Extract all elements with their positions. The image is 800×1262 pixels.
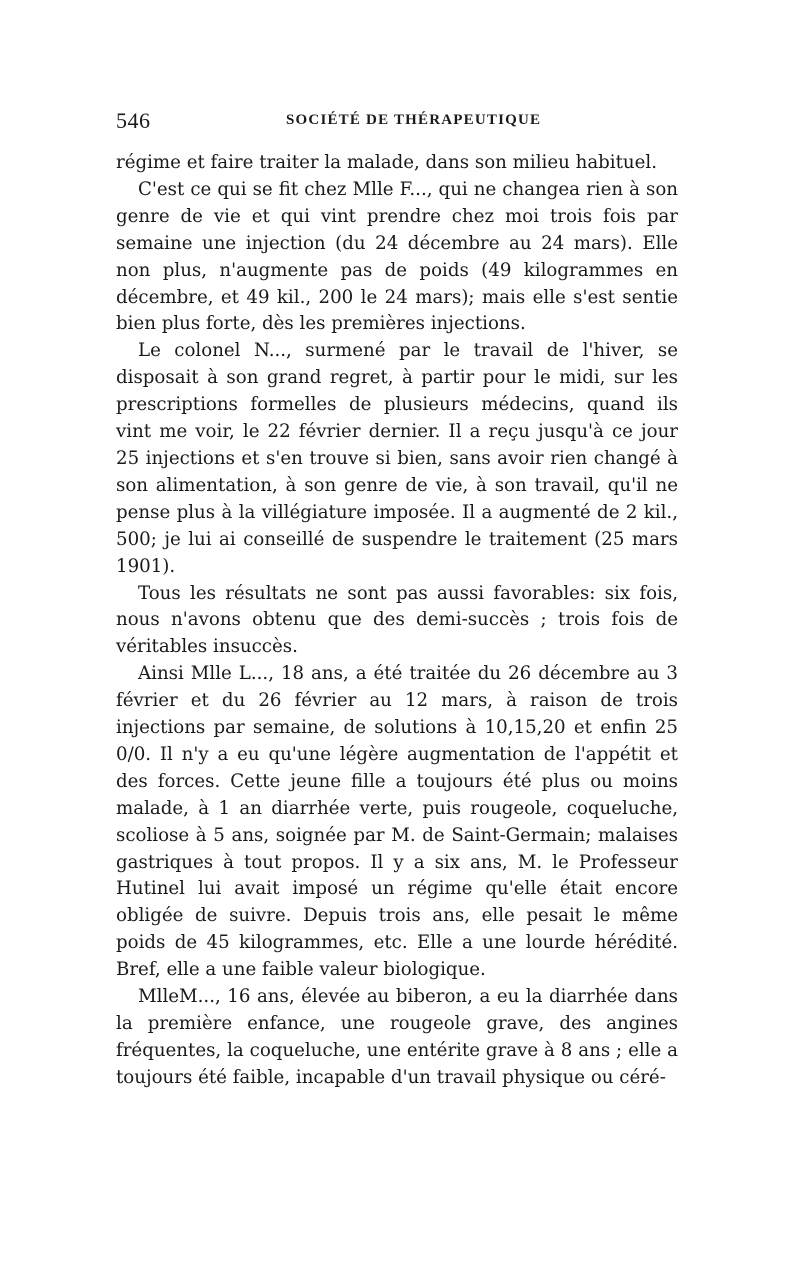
paragraph-mlle-m: MlleM..., 16 ans, élevée au biberon, a eu la diarrhée dans la première enfance, une rougeole grave, des angines fréquentes, la coqueluche, une entérite grave à 8 ans ; elle a toujours été faible, incapable d'un travail physique ou céré- (116, 986, 678, 1088)
book-page (116, 108, 678, 1092)
body-text (116, 150, 678, 1092)
running-head: SOCIÉTÉ DE THÉRAPEUTIQUE (286, 112, 542, 128)
paragraph-results: Tous les résultats ne sont pas aussi favorables: six fois, nous n'avons obtenu que des demi-succès ; trois fois de véritables insuccès. (116, 582, 678, 658)
page-header (116, 108, 678, 142)
paragraph-continuation: régime et faire traiter la malade, dans son milieu habituel. (116, 152, 658, 173)
paragraph-mlle-l: Ainsi Mlle L..., 18 ans, a été traitée du 26 décembre au 3 février et du 26 février au 12 mars, à raison de trois injections par semaine, de solutions à 10,15,20 et enfin 25 0/0. Il n'y a eu qu'une légère augmentation de l'appétit et des forces. Cette jeune fille a toujours été plus ou moins malade, à 1 an diarrhée verte, puis rougeole, coqueluche, scoliose à 5 ans, soignée par M. de Saint-Germain; malaises gastriques à tout propos. Il y a six ans, M. le Professeur Hutinel lui avait imposé un régime qu'elle était encore obligée de suivre. Depuis trois ans, elle pesait le même poids de 45 kilogrammes, etc. Elle a une lourde hérédité. Bref, elle a une faible valeur biologique. (116, 663, 678, 981)
page-number: 546 (116, 108, 151, 133)
paragraph-mlle-f: C'est ce qui se fit chez Mlle F..., qui ne changea rien à son genre de vie et qui vint prendre chez moi trois fois par semaine une injection (du 24 décembre au 24 mars). Elle non plus, n'augmente pas de poids (49 kilogrammes en décembre, et 49 kil., 200 le 24 mars); mais elle s'est sentie bien plus forte, dès les premières injections. (116, 178, 678, 335)
paragraph-colonel-n: Le colonel N..., surmené par le travail de l'hiver, se disposait à son grand regret, à partir pour le midi, sur les prescriptions formelles de plusieurs médecins, quand ils vint me voir, le 22 février dernier. Il a reçu jusqu'à ce jour 25 injections et s'en trouve si bien, sans avoir rien changé à son alimentation, à son genre de vie, à son travail, qu'il ne pense plus à la villégiature imposée. Il a augmenté de 2 kil., 500; je lui ai conseillé de suspendre le traitement (25 mars 1901). (116, 340, 678, 577)
